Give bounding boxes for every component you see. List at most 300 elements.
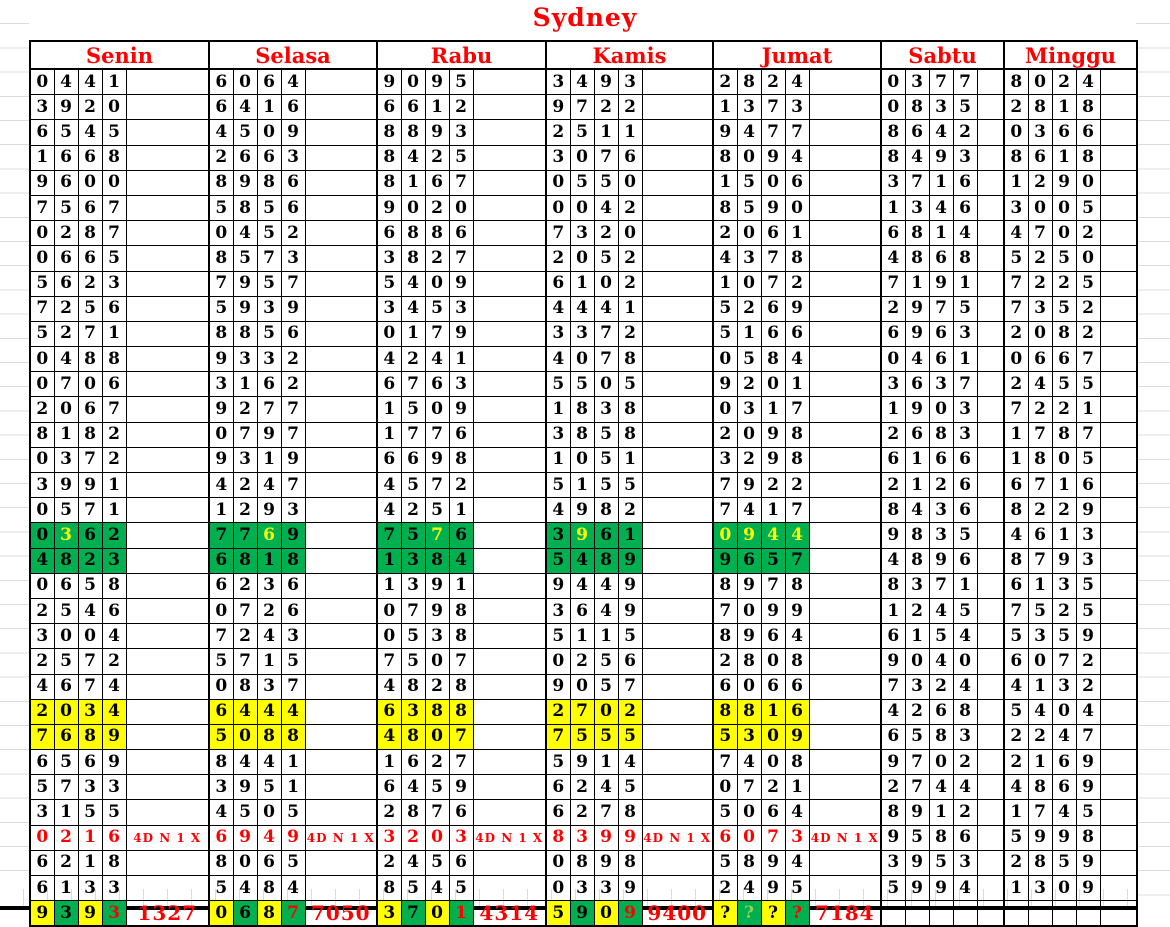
digit-cell[interactable]: 6 — [257, 69, 281, 95]
digit-cell[interactable]: 5 — [401, 624, 425, 649]
digit-cell[interactable]: 1 — [377, 422, 401, 447]
digit-cell[interactable]: 6 — [102, 598, 126, 623]
digit-cell[interactable]: 9 — [377, 69, 401, 95]
digit-cell[interactable]: 8 — [905, 221, 929, 246]
digit-cell[interactable]: 3 — [594, 397, 618, 422]
digit-cell[interactable]: 7 — [1028, 422, 1052, 447]
digit-cell[interactable]: 5 — [1004, 624, 1028, 649]
gap-cell[interactable] — [126, 523, 209, 548]
digit-cell[interactable]: 9 — [570, 523, 594, 548]
digit-cell[interactable]: 9 — [881, 750, 905, 775]
digit-cell[interactable]: 0 — [929, 750, 953, 775]
digit-cell[interactable]: 0 — [546, 649, 570, 674]
digit-cell[interactable]: 7 — [1004, 296, 1028, 321]
gap-cell[interactable] — [473, 372, 546, 397]
digit-cell[interactable]: 6 — [881, 624, 905, 649]
gap-cell[interactable] — [1100, 372, 1137, 397]
digit-cell[interactable]: 6 — [953, 195, 977, 220]
digit-cell[interactable]: 1 — [594, 750, 618, 775]
digit-cell[interactable]: 1 — [1004, 800, 1028, 825]
digit-cell[interactable]: 9 — [425, 120, 449, 145]
digit-cell[interactable]: 1 — [618, 120, 642, 145]
result-value-cell[interactable]: 9400 — [642, 901, 713, 927]
digit-cell[interactable]: 2 — [1076, 649, 1100, 674]
digit-cell[interactable]: 5 — [1076, 573, 1100, 598]
digit-cell[interactable]: 3 — [425, 624, 449, 649]
digit-cell[interactable]: 1 — [618, 296, 642, 321]
digit-cell[interactable]: 6 — [761, 296, 785, 321]
gap-cell[interactable] — [977, 649, 1004, 674]
digit-cell[interactable]: 6 — [449, 422, 473, 447]
gap-cell[interactable] — [1100, 120, 1137, 145]
digit-cell[interactable]: 0 — [737, 674, 761, 699]
digit-cell[interactable]: 1 — [570, 624, 594, 649]
gap-cell[interactable] — [642, 775, 713, 800]
digit-cell[interactable]: 7 — [78, 321, 102, 346]
digit-cell[interactable]: 1 — [594, 624, 618, 649]
digit-cell[interactable]: 8 — [618, 422, 642, 447]
gap-cell[interactable] — [126, 397, 209, 422]
digit-cell[interactable]: 5 — [737, 347, 761, 372]
digit-cell[interactable]: 9 — [1052, 548, 1076, 573]
digit-cell[interactable]: 2 — [425, 750, 449, 775]
gap-cell[interactable] — [977, 498, 1004, 523]
digit-cell[interactable]: 5 — [953, 296, 977, 321]
gap-cell[interactable] — [1100, 447, 1137, 472]
digit-cell[interactable]: 4 — [401, 145, 425, 170]
digit-cell[interactable]: 9 — [1052, 825, 1076, 850]
digit-cell[interactable]: 6 — [257, 523, 281, 548]
digit-cell[interactable]: 7 — [785, 120, 809, 145]
digit-cell[interactable]: 7 — [233, 523, 257, 548]
digit-cell[interactable]: 4 — [570, 296, 594, 321]
digit-cell[interactable]: 0 — [1028, 649, 1052, 674]
gap-cell[interactable] — [977, 271, 1004, 296]
digit-cell[interactable]: 8 — [257, 170, 281, 195]
gap-cell[interactable] — [473, 598, 546, 623]
digit-cell[interactable]: 2 — [233, 397, 257, 422]
digit-cell[interactable]: 0 — [713, 775, 737, 800]
digit-cell[interactable]: 8 — [233, 321, 257, 346]
digit-cell[interactable]: 2 — [713, 221, 737, 246]
day-header[interactable]: Selasa — [209, 41, 377, 69]
digit-cell[interactable]: 7 — [1052, 649, 1076, 674]
digit-cell[interactable]: 0 — [54, 699, 78, 724]
gap-cell[interactable] — [473, 69, 546, 95]
digit-cell[interactable]: 6 — [570, 598, 594, 623]
digit-cell[interactable]: 1 — [401, 170, 425, 195]
digit-cell[interactable]: 7 — [209, 624, 233, 649]
gap-cell[interactable] — [1100, 901, 1137, 927]
gap-cell[interactable] — [977, 876, 1004, 901]
digit-cell[interactable]: 1 — [377, 548, 401, 573]
gap-cell[interactable] — [977, 850, 1004, 875]
gap-cell[interactable] — [305, 498, 377, 523]
digit-cell[interactable]: 6 — [209, 548, 233, 573]
digit-cell[interactable]: 4 — [905, 498, 929, 523]
digit-cell[interactable]: 2 — [881, 296, 905, 321]
digit-cell[interactable]: 5 — [618, 775, 642, 800]
digit-cell[interactable]: 3 — [1028, 296, 1052, 321]
digit-cell[interactable]: 7 — [761, 573, 785, 598]
digit-cell[interactable]: 9 — [618, 876, 642, 901]
digit-cell[interactable]: 5 — [546, 372, 570, 397]
digit-cell[interactable]: 3 — [546, 422, 570, 447]
gap-cell[interactable] — [809, 473, 881, 498]
digit-cell[interactable]: 0 — [233, 724, 257, 749]
digit-cell[interactable]: 6 — [761, 321, 785, 346]
gap-cell[interactable] — [642, 321, 713, 346]
digit-cell[interactable]: 8 — [1052, 422, 1076, 447]
digit-cell[interactable]: 8 — [30, 422, 54, 447]
digit-cell[interactable]: 0 — [761, 649, 785, 674]
gap-cell[interactable] — [305, 800, 377, 825]
digit-cell[interactable]: 0 — [1052, 699, 1076, 724]
digit-cell[interactable]: 8 — [881, 120, 905, 145]
digit-cell[interactable]: 9 — [54, 473, 78, 498]
digit-cell[interactable]: 3 — [905, 195, 929, 220]
digit-cell[interactable]: 6 — [449, 523, 473, 548]
digit-cell[interactable]: 4 — [546, 347, 570, 372]
digit-cell[interactable]: 8 — [737, 69, 761, 95]
gap-cell[interactable] — [977, 221, 1004, 246]
digit-cell[interactable]: 8 — [209, 170, 233, 195]
gap-cell[interactable] — [642, 473, 713, 498]
digit-cell[interactable]: 5 — [594, 649, 618, 674]
digit-cell[interactable]: 5 — [953, 598, 977, 623]
digit-cell[interactable]: 2 — [449, 473, 473, 498]
day-header[interactable]: Senin — [30, 41, 209, 69]
digit-cell[interactable]: 5 — [54, 120, 78, 145]
digit-cell[interactable]: 8 — [713, 624, 737, 649]
digit-cell[interactable]: 0 — [761, 372, 785, 397]
gap-cell[interactable] — [305, 573, 377, 598]
gap-cell[interactable] — [126, 296, 209, 321]
digit-cell[interactable]: 6 — [546, 271, 570, 296]
digit-cell[interactable]: 4 — [594, 296, 618, 321]
digit-cell[interactable]: 3 — [1028, 624, 1052, 649]
digit-cell[interactable]: 3 — [281, 145, 305, 170]
digit-cell[interactable]: 6 — [78, 195, 102, 220]
digit-cell[interactable]: 8 — [78, 221, 102, 246]
gap-cell[interactable] — [977, 321, 1004, 346]
digit-cell[interactable]: 8 — [905, 548, 929, 573]
day-header[interactable]: Minggu — [1004, 41, 1137, 69]
digit-cell[interactable]: 3 — [1076, 548, 1100, 573]
digit-cell[interactable]: 5 — [54, 195, 78, 220]
digit-cell[interactable]: 2 — [546, 699, 570, 724]
digit-cell[interactable]: 9 — [102, 724, 126, 749]
gap-cell[interactable] — [642, 145, 713, 170]
gap-cell[interactable] — [1100, 523, 1137, 548]
digit-cell[interactable]: 7 — [929, 69, 953, 95]
digit-cell[interactable]: 7 — [30, 296, 54, 321]
4d-marker-cell[interactable]: 4D N 1 X — [305, 825, 377, 850]
digit-cell[interactable]: 8 — [233, 195, 257, 220]
digit-cell[interactable]: 4 — [377, 347, 401, 372]
digit-cell[interactable]: 2 — [570, 649, 594, 674]
digit-cell[interactable]: 5 — [929, 850, 953, 875]
gap-cell[interactable] — [642, 624, 713, 649]
digit-cell[interactable]: 7 — [1076, 724, 1100, 749]
digit-cell[interactable]: 6 — [78, 397, 102, 422]
digit-cell[interactable]: 2 — [953, 120, 977, 145]
digit-cell[interactable]: 1 — [761, 699, 785, 724]
digit-cell[interactable]: 4 — [1004, 775, 1028, 800]
digit-cell[interactable]: 1 — [905, 271, 929, 296]
digit-cell[interactable]: 6 — [929, 347, 953, 372]
digit-cell[interactable]: 4 — [78, 69, 102, 95]
digit-cell[interactable]: 9 — [1028, 825, 1052, 850]
digit-cell[interactable]: 4 — [929, 775, 953, 800]
digit-cell[interactable]: 7 — [881, 271, 905, 296]
digit-cell[interactable]: 6 — [905, 120, 929, 145]
digit-cell[interactable]: 2 — [54, 296, 78, 321]
day-header[interactable]: Jumat — [713, 41, 881, 69]
digit-cell[interactable]: 3 — [281, 246, 305, 271]
gap-cell[interactable] — [305, 674, 377, 699]
digit-cell[interactable]: 6 — [929, 246, 953, 271]
digit-cell[interactable]: 0 — [425, 724, 449, 749]
gap-cell[interactable] — [642, 447, 713, 472]
digit-cell[interactable]: 4 — [233, 699, 257, 724]
digit-cell[interactable]: 8 — [377, 876, 401, 901]
digit-cell[interactable]: 4 — [905, 145, 929, 170]
digit-cell[interactable]: 6 — [761, 800, 785, 825]
gap-cell[interactable] — [642, 598, 713, 623]
gap-cell[interactable] — [809, 321, 881, 346]
gap-cell[interactable] — [809, 850, 881, 875]
digit-cell[interactable]: 7 — [1028, 221, 1052, 246]
digit-cell[interactable]: 2 — [905, 598, 929, 623]
digit-cell[interactable]: 4 — [929, 195, 953, 220]
digit-cell[interactable]: 7 — [1076, 347, 1100, 372]
digit-cell[interactable]: 8 — [102, 347, 126, 372]
gap-cell[interactable] — [1100, 271, 1137, 296]
gap-cell[interactable] — [473, 221, 546, 246]
result-digit-cell[interactable]: 9 — [30, 901, 54, 927]
digit-cell[interactable]: 6 — [257, 372, 281, 397]
gap-cell[interactable] — [809, 95, 881, 120]
gap-cell[interactable] — [473, 195, 546, 220]
digit-cell[interactable]: 5 — [78, 296, 102, 321]
digit-cell[interactable]: 9 — [761, 195, 785, 220]
gap-cell[interactable] — [473, 498, 546, 523]
digit-cell[interactable]: 3 — [449, 825, 473, 850]
digit-cell[interactable]: 9 — [449, 271, 473, 296]
digit-cell[interactable]: 2 — [209, 145, 233, 170]
gap-cell[interactable] — [809, 775, 881, 800]
digit-cell[interactable]: 5 — [618, 724, 642, 749]
gap-cell[interactable] — [305, 120, 377, 145]
digit-cell[interactable]: 2 — [281, 221, 305, 246]
digit-cell[interactable]: 4 — [737, 120, 761, 145]
digit-cell[interactable]: 2 — [1028, 397, 1052, 422]
digit-cell[interactable]: 1 — [257, 548, 281, 573]
digit-cell[interactable]: 9 — [905, 296, 929, 321]
digit-cell[interactable]: 8 — [1004, 498, 1028, 523]
digit-cell[interactable]: 9 — [929, 145, 953, 170]
digit-cell[interactable]: 9 — [233, 170, 257, 195]
digit-cell[interactable]: 3 — [233, 347, 257, 372]
digit-cell[interactable]: 4 — [785, 624, 809, 649]
digit-cell[interactable]: 2 — [1076, 296, 1100, 321]
digit-cell[interactable]: 0 — [1052, 195, 1076, 220]
digit-cell[interactable]: 9 — [929, 876, 953, 901]
digit-cell[interactable]: 0 — [233, 850, 257, 875]
gap-cell[interactable] — [126, 372, 209, 397]
digit-cell[interactable]: 6 — [953, 170, 977, 195]
gap-cell[interactable] — [977, 775, 1004, 800]
digit-cell[interactable]: 6 — [102, 372, 126, 397]
digit-cell[interactable]: 6 — [618, 145, 642, 170]
digit-cell[interactable]: 4 — [953, 876, 977, 901]
digit-cell[interactable]: 7 — [1004, 397, 1028, 422]
digit-cell[interactable]: 3 — [102, 775, 126, 800]
gap-cell[interactable] — [1100, 473, 1137, 498]
digit-cell[interactable]: 2 — [1076, 674, 1100, 699]
digit-cell[interactable]: 1 — [54, 876, 78, 901]
gap-cell[interactable] — [1100, 750, 1137, 775]
digit-cell[interactable]: 5 — [618, 624, 642, 649]
digit-cell[interactable]: 1 — [257, 95, 281, 120]
day-header[interactable]: Rabu — [377, 41, 546, 69]
digit-cell[interactable]: 1 — [78, 850, 102, 875]
digit-cell[interactable]: 5 — [737, 195, 761, 220]
result-digit-cell[interactable] — [1052, 901, 1076, 927]
digit-cell[interactable]: 0 — [425, 271, 449, 296]
digit-cell[interactable]: 5 — [546, 624, 570, 649]
digit-cell[interactable]: 9 — [233, 775, 257, 800]
digit-cell[interactable]: 6 — [785, 321, 809, 346]
digit-cell[interactable]: 9 — [281, 523, 305, 548]
digit-cell[interactable]: 5 — [1076, 800, 1100, 825]
digit-cell[interactable]: 2 — [618, 498, 642, 523]
gap-cell[interactable] — [126, 195, 209, 220]
digit-cell[interactable]: 2 — [233, 573, 257, 598]
digit-cell[interactable]: 0 — [570, 195, 594, 220]
digit-cell[interactable]: 8 — [425, 221, 449, 246]
digit-cell[interactable]: 2 — [78, 548, 102, 573]
digit-cell[interactable]: 2 — [1028, 246, 1052, 271]
digit-cell[interactable]: 5 — [425, 296, 449, 321]
digit-cell[interactable]: 8 — [377, 145, 401, 170]
digit-cell[interactable]: 8 — [78, 347, 102, 372]
digit-cell[interactable]: 0 — [929, 397, 953, 422]
gap-cell[interactable] — [642, 699, 713, 724]
digit-cell[interactable]: 8 — [257, 724, 281, 749]
digit-cell[interactable]: 4 — [594, 598, 618, 623]
digit-cell[interactable]: 6 — [713, 674, 737, 699]
digit-cell[interactable]: 7 — [54, 775, 78, 800]
gap-cell[interactable] — [473, 800, 546, 825]
digit-cell[interactable]: 6 — [761, 624, 785, 649]
digit-cell[interactable]: 9 — [594, 69, 618, 95]
result-digit-cell[interactable]: 3 — [102, 901, 126, 927]
digit-cell[interactable]: 5 — [78, 573, 102, 598]
digit-cell[interactable]: 0 — [546, 876, 570, 901]
digit-cell[interactable]: 0 — [761, 750, 785, 775]
result-digit-cell[interactable]: 1 — [449, 901, 473, 927]
digit-cell[interactable]: 4 — [209, 120, 233, 145]
digit-cell[interactable]: 0 — [209, 674, 233, 699]
digit-cell[interactable]: 1 — [761, 498, 785, 523]
digit-cell[interactable]: 4 — [594, 775, 618, 800]
digit-cell[interactable]: 5 — [953, 523, 977, 548]
digit-cell[interactable]: 8 — [905, 523, 929, 548]
digit-cell[interactable]: 8 — [881, 800, 905, 825]
digit-cell[interactable]: 5 — [594, 246, 618, 271]
gap-cell[interactable] — [1100, 321, 1137, 346]
digit-cell[interactable]: 0 — [30, 221, 54, 246]
digit-cell[interactable]: 8 — [737, 850, 761, 875]
digit-cell[interactable]: 2 — [54, 221, 78, 246]
digit-cell[interactable]: 8 — [281, 548, 305, 573]
digit-cell[interactable]: 7 — [953, 69, 977, 95]
digit-cell[interactable]: 2 — [1052, 69, 1076, 95]
digit-cell[interactable]: 2 — [401, 498, 425, 523]
digit-cell[interactable]: 5 — [713, 296, 737, 321]
digit-cell[interactable]: 7 — [281, 473, 305, 498]
result-digit-cell[interactable] — [929, 901, 953, 927]
digit-cell[interactable]: 9 — [257, 498, 281, 523]
digit-cell[interactable]: 3 — [546, 321, 570, 346]
gap-cell[interactable] — [126, 573, 209, 598]
digit-cell[interactable]: 8 — [929, 724, 953, 749]
digit-cell[interactable]: 1 — [1028, 750, 1052, 775]
result-digit-cell[interactable]: 9 — [570, 901, 594, 927]
gap-cell[interactable] — [126, 473, 209, 498]
gap-cell[interactable] — [977, 120, 1004, 145]
gap-cell[interactable] — [809, 422, 881, 447]
digit-cell[interactable]: 9 — [281, 120, 305, 145]
digit-cell[interactable]: 9 — [1052, 170, 1076, 195]
gap-cell[interactable] — [809, 69, 881, 95]
digit-cell[interactable]: 2 — [953, 750, 977, 775]
digit-cell[interactable]: 5 — [257, 271, 281, 296]
digit-cell[interactable]: 4 — [401, 271, 425, 296]
digit-cell[interactable]: 6 — [209, 573, 233, 598]
digit-cell[interactable]: 4 — [618, 750, 642, 775]
digit-cell[interactable]: 0 — [233, 69, 257, 95]
digit-cell[interactable]: 5 — [570, 170, 594, 195]
digit-cell[interactable]: 6 — [425, 372, 449, 397]
gap-cell[interactable] — [642, 422, 713, 447]
digit-cell[interactable]: 8 — [233, 548, 257, 573]
digit-cell[interactable]: 4 — [929, 649, 953, 674]
gap-cell[interactable] — [126, 498, 209, 523]
digit-cell[interactable]: 7 — [881, 674, 905, 699]
digit-cell[interactable]: 1 — [377, 573, 401, 598]
result-digit-cell[interactable]: 7 — [281, 901, 305, 927]
digit-cell[interactable]: 4 — [377, 473, 401, 498]
digit-cell[interactable]: 9 — [449, 321, 473, 346]
digit-cell[interactable]: 2 — [425, 195, 449, 220]
digit-cell[interactable]: 2 — [546, 246, 570, 271]
gap-cell[interactable] — [305, 422, 377, 447]
digit-cell[interactable]: 9 — [737, 573, 761, 598]
digit-cell[interactable]: 5 — [281, 800, 305, 825]
digit-cell[interactable]: 5 — [546, 548, 570, 573]
gap-cell[interactable] — [473, 699, 546, 724]
digit-cell[interactable]: 6 — [953, 473, 977, 498]
gap-cell[interactable] — [305, 69, 377, 95]
digit-cell[interactable]: 7 — [401, 372, 425, 397]
digit-cell[interactable]: 9 — [929, 548, 953, 573]
digit-cell[interactable]: 8 — [618, 347, 642, 372]
digit-cell[interactable]: 8 — [209, 321, 233, 346]
gap-cell[interactable] — [809, 498, 881, 523]
